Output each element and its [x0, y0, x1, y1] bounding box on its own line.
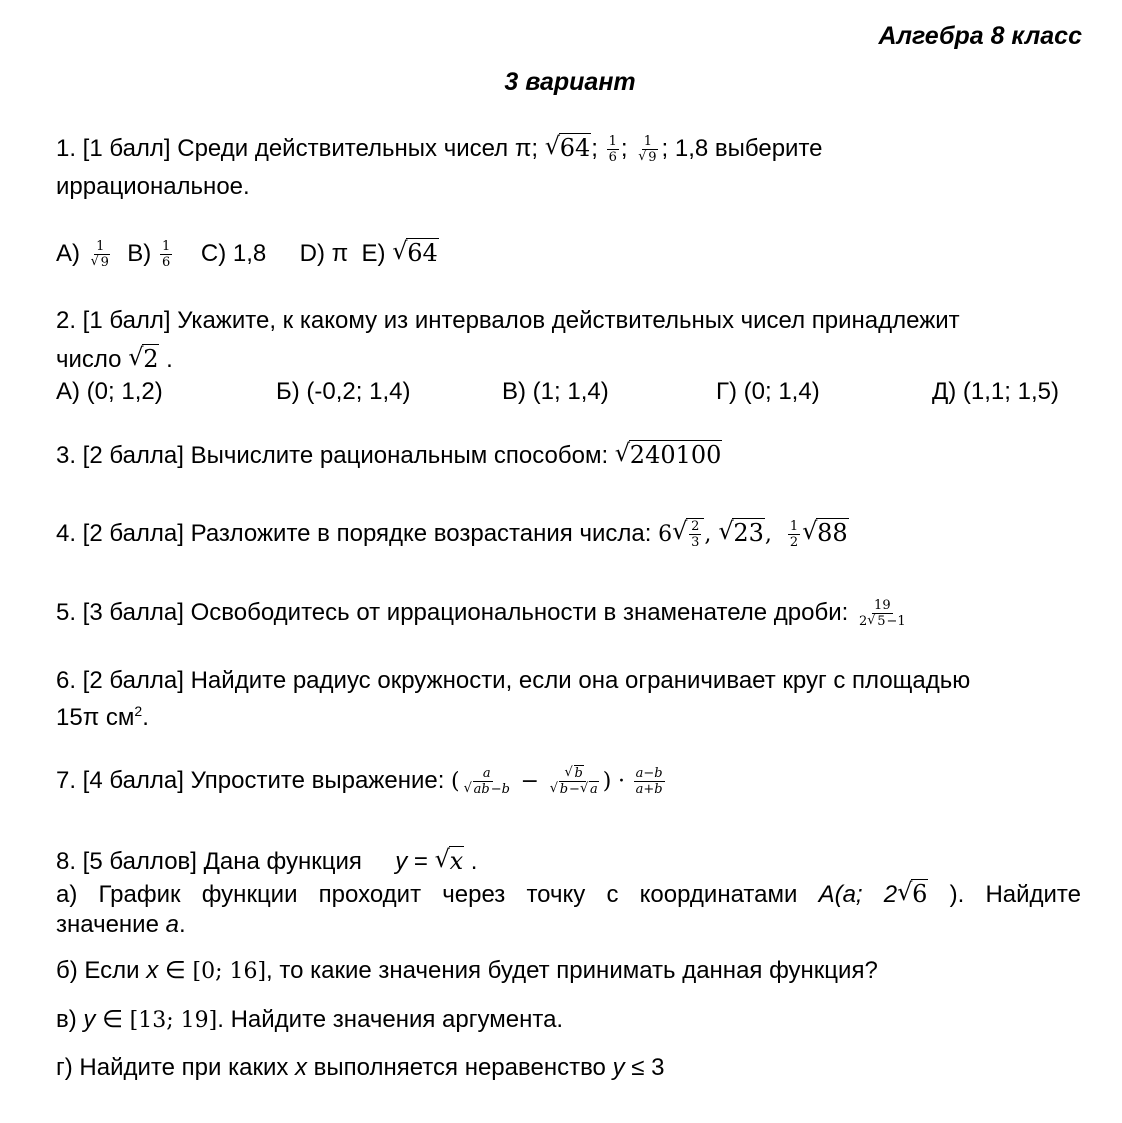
question-3: 3. [2 балла] Вычислите рациональным способом: √ 240100 — [56, 440, 722, 471]
question-4: 4. [2 балла] Разложите в порядке возрастания числа: 6 √ $\frac{2}{3}$ , √ 23, $\frac{1}{2}$ √ 88 — [56, 518, 849, 550]
question-8a-line2: значение a. — [56, 911, 186, 938]
question-8: 8. [5 баллов] Дана функция y = √ x . — [56, 846, 477, 877]
question-2-line2: число √ 2 . — [56, 344, 173, 375]
question-5: 5. [3 балла] Освободитесь от иррациональности в знаменателе дроби: $\frac{19}{2√ 5-1}$ — [56, 598, 910, 629]
question-2: 2. [1 балл] Укажите, к какому из интервалов действительных чисел принадлежит — [56, 307, 960, 334]
q2-option-e: Д) (1,1; 1,5) — [932, 378, 1059, 405]
question-8a: а) График функции проходит через точку с координатами A(a; 2√ 6 ). Найдите — [56, 880, 1081, 909]
q2-option-c: В) (1; 1,4) — [502, 378, 609, 405]
question-8d: г) Найдите при каких x выполняется неравенство y ≤ 3 — [56, 1054, 665, 1081]
question-1-line2: иррациональное. — [56, 173, 250, 200]
q2-option-b: Б) (-0,2; 1,4) — [276, 378, 411, 405]
question-6-line2: 15π $см^2$. — [56, 703, 149, 731]
subject-title: Алгебра 8 класс — [878, 22, 1082, 50]
question-8c: в) y ∈ [13; 19]. Найдите значения аргумента. — [56, 1006, 564, 1033]
question-1-options: A) 1 √ 9 B) $\frac{1}{6}$ C) 1,8 D) π E) √ 64 — [56, 238, 439, 270]
q2-option-d: Г) (0; 1,4) — [716, 378, 820, 405]
q2-option-a: А) (0; 1,2) — [56, 378, 163, 405]
question-7: 7. [4 балла] Упростите выражение: ( a √ ab−b − √ b √ b−√ a ) · $\frac{a-b}{a+b}$ — [56, 766, 667, 797]
variant-title: 3 вариант — [504, 68, 636, 96]
question-1: 1. [1 балл] Среди действительных чисел π; √ 64; $\frac{1}{6}$ ; 1 √ 9 ; 1,8 выберите — [56, 133, 823, 165]
question-8b: б) Если x ∈ [0; 16], то какие значения будет принимать данная функция? — [56, 957, 878, 984]
question-6: 6. [2 балла] Найдите радиус окружности, если она ограничивает круг с площадью — [56, 667, 971, 694]
